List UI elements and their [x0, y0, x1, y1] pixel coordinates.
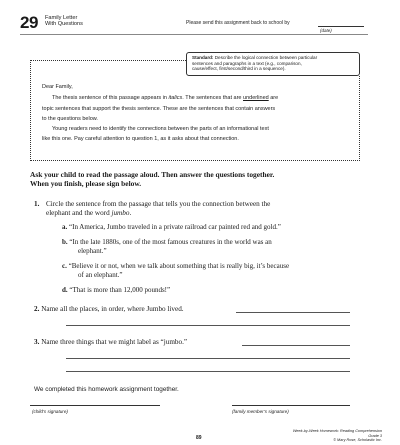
option-d[interactable]: d. “That is more than 12,000 pounds!”: [62, 286, 171, 294]
question-2-answer-line-1[interactable]: [236, 312, 350, 313]
option-b[interactable]: b. “In the late 1880s, one of the most famous creatures in the world was an elephant.”: [62, 238, 272, 255]
option-c[interactable]: c. “Believe it or not, when we talk about something that is really big, it’s because of an elephant.”: [62, 262, 290, 279]
letter-paragraph-2: Young readers need to identify the connections between the parts of an informational text: [52, 126, 269, 133]
italics-example: italics: [168, 95, 183, 102]
lesson-number: 29: [20, 13, 38, 32]
child-signature-label: (child’s signature): [32, 409, 68, 414]
letter-paragraph-1-line2: topic sentences that support the thesis sentence. These are the sentences that contain answers: [42, 105, 276, 112]
family-signature-line[interactable]: [232, 405, 350, 406]
child-signature-line[interactable]: [30, 405, 160, 406]
instructions-line2: When you finish, please sign below.: [30, 179, 142, 189]
question-2-number: 2.: [34, 305, 40, 313]
date-field-line[interactable]: [318, 26, 364, 27]
page-number: 89: [196, 435, 202, 441]
lesson-title: [45, 15, 83, 28]
standard-box: [186, 52, 360, 76]
date-label: (date): [320, 28, 332, 33]
completion-statement: We completed this homework assignment together.: [34, 386, 179, 393]
standard-label: Standard:: [192, 55, 214, 60]
standard-text-line3: cause/effect, first/second/third in a sequence).: [192, 66, 286, 72]
instructions-line1: Ask your child to read the passage aloud. Then answer the questions together.: [30, 170, 275, 179]
question-2-answer-line-2[interactable]: [66, 325, 350, 326]
family-signature-label: (family member’s signature): [232, 409, 289, 414]
standard-text-line2: sentences and paragraphs in a text (e.g., comparison,: [192, 60, 302, 66]
question-1-number: 1.: [34, 200, 40, 208]
lesson-title-line2: With Questions: [45, 21, 83, 28]
question-3-number: 3.: [34, 338, 40, 346]
letter-box-right-border: [359, 76, 360, 161]
option-a[interactable]: a. “In America, Jumbo traveled in a private railroad car painted red and gold.”: [62, 223, 281, 231]
credit-line: Week-by-Week Homework: Reading Comprehension Grade 3 © Mary Rose, Scholastic Inc.: [292, 429, 382, 443]
question-1: [34, 200, 364, 218]
question-2: [34, 305, 184, 313]
letter-greeting: Dear Family,: [42, 84, 73, 90]
family-letter: [42, 82, 352, 145]
standard-text-line1: Describe the logical connection between particular: [214, 55, 318, 60]
jumbo-italic: jumbo: [111, 209, 130, 217]
underlined-example: underlined: [243, 95, 269, 102]
question-3: [34, 338, 187, 346]
header-divider: [20, 34, 368, 35]
question-3-text: Name three things that we might label as “jumbo.”: [41, 338, 188, 346]
question-3-answer-line-2[interactable]: [66, 358, 350, 359]
letter-paragraph-1: The thesis sentence of this passage appears in italics. The sentences that are underlined are: [52, 95, 279, 102]
question-3-answer-line-3[interactable]: [66, 371, 350, 372]
instructions: [30, 170, 360, 189]
letter-paragraph-2-line2: like this one. Pay careful attention to question 1, as it asks about that connection.: [42, 136, 239, 143]
send-back-instruction: Please send this assignment back to school by: [186, 20, 290, 26]
lesson-title-line1: Family Letter: [45, 15, 78, 21]
question-1-text: Circle the sentence from the passage that tells you the connection between the elephant and the word jumbo.: [46, 200, 271, 217]
letter-paragraph-1-line3: to the questions below.: [42, 115, 98, 122]
question-2-text: Name all the places, in order, where Jumbo lived.: [41, 305, 184, 313]
question-3-answer-line-1[interactable]: [242, 345, 350, 346]
